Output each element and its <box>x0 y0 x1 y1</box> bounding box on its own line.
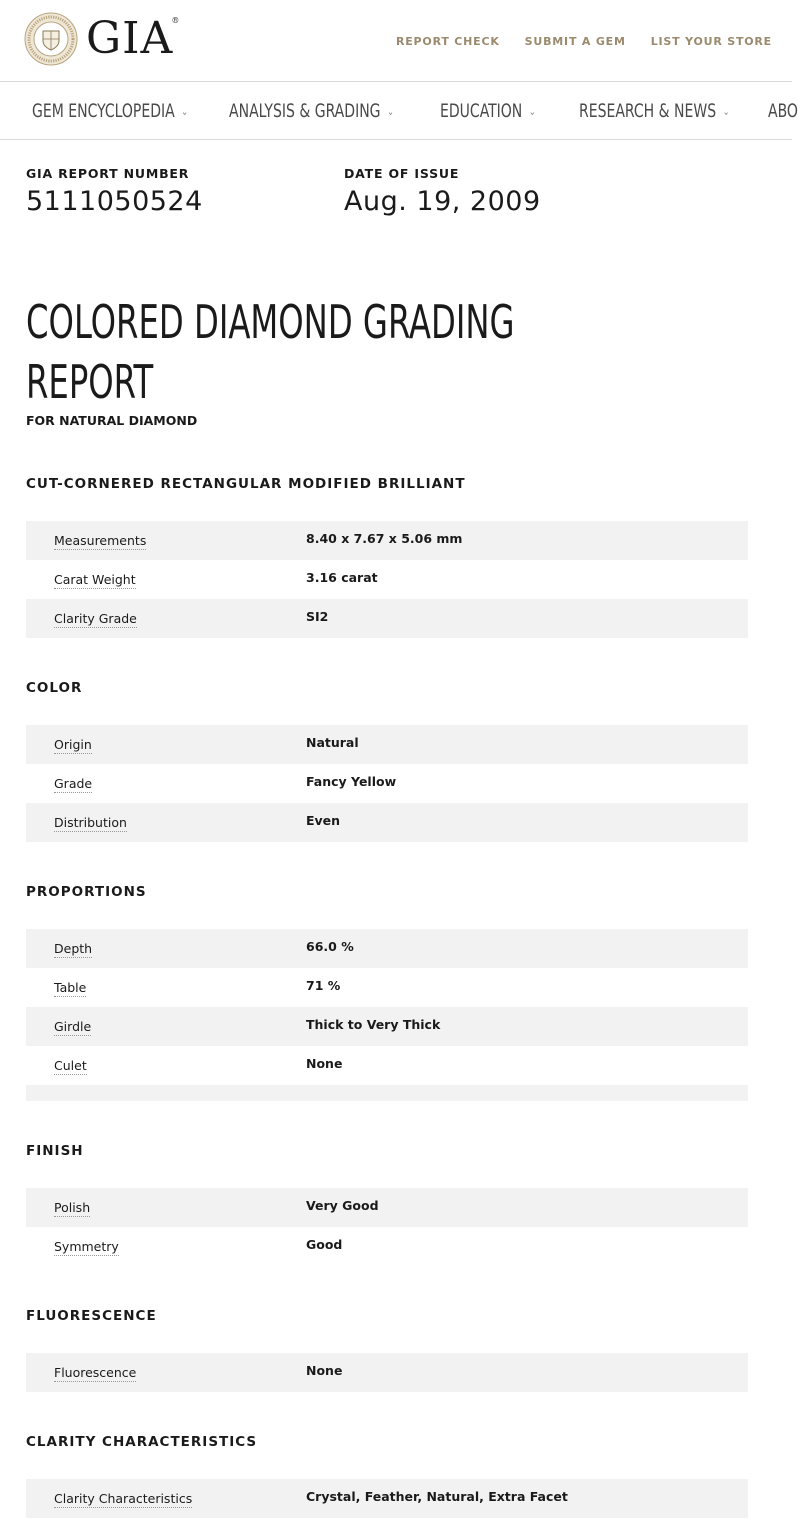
date-of-issue-label: DATE OF ISSUE <box>344 166 460 181</box>
nav-education[interactable] <box>440 100 536 122</box>
carat-weight-label[interactable]: Carat Weight <box>54 572 136 587</box>
gia-logo[interactable] <box>24 12 180 66</box>
nav-analysis-grading[interactable] <box>229 100 394 122</box>
utility-nav <box>396 35 772 48</box>
table-row <box>26 599 748 638</box>
chevron-down-icon: ⌄ <box>387 105 394 118</box>
nav-label: GEM ENCYCLOPEDIA <box>32 100 175 122</box>
symmetry-label[interactable]: Symmetry <box>54 1239 119 1254</box>
table-row <box>26 1007 748 1046</box>
proportions-table <box>26 929 748 1101</box>
site-header <box>0 0 792 82</box>
clarity-characteristics-table <box>26 1479 748 1518</box>
submit-a-gem-link[interactable]: SUBMIT A GEM <box>524 35 626 48</box>
clarity-characteristics-value: Crystal, Feather, Natural, Extra Facet <box>306 1489 568 1504</box>
symmetry-value: Good <box>306 1237 343 1252</box>
report-check-link[interactable]: REPORT CHECK <box>395 35 500 48</box>
main-nav <box>0 82 798 140</box>
list-your-store-link[interactable]: LIST YOUR STORE <box>650 35 772 48</box>
table-row-spacer <box>26 1085 748 1101</box>
table-row <box>26 968 748 1007</box>
table-row <box>26 521 748 560</box>
nav-gem-encyclopedia[interactable] <box>32 100 188 122</box>
finish-table <box>26 1188 748 1266</box>
nav-research-news[interactable] <box>579 100 730 122</box>
report-number-label: GIA REPORT NUMBER <box>26 166 190 181</box>
depth-label[interactable]: Depth <box>54 941 93 956</box>
distribution-value: Even <box>306 813 341 828</box>
table-row <box>26 1227 748 1266</box>
measurements-label[interactable]: Measurements <box>54 533 147 548</box>
nav-label: RESEARCH & NEWS <box>579 100 717 122</box>
fluorescence-label[interactable]: Fluorescence <box>54 1365 137 1380</box>
nav-label: EDUCATION <box>440 100 523 122</box>
logo-wordmark: GIA® <box>86 13 181 64</box>
table-row <box>26 560 748 599</box>
title-line-2: REPORT <box>26 355 154 409</box>
chevron-down-icon: ⌄ <box>181 105 189 118</box>
girdle-label[interactable]: Girdle <box>54 1019 92 1034</box>
section-title-proportions: PROPORTIONS <box>26 884 147 900</box>
chevron-down-icon: ⌄ <box>528 105 536 118</box>
section-title-fluorescence: FLUORESCENCE <box>26 1308 157 1324</box>
measurements-value: 8.40 x 7.67 x 5.06 mm <box>306 531 463 546</box>
clarity-grade-label[interactable]: Clarity Grade <box>54 611 137 626</box>
report-number: 5111050524 <box>26 186 203 217</box>
grade-label[interactable]: Grade <box>54 776 93 791</box>
origin-label[interactable]: Origin <box>54 737 92 752</box>
nav-label: ANALYSIS & GRADING <box>229 100 381 122</box>
girdle-value: Thick to Very Thick <box>306 1017 441 1032</box>
title-line-1: COLORED DIAMOND GRADING <box>26 295 515 349</box>
color-table <box>26 725 748 842</box>
grade-value: Fancy Yellow <box>306 774 397 789</box>
table-value: 71 % <box>306 978 341 993</box>
section-title-finish: FINISH <box>26 1143 84 1159</box>
distribution-label[interactable]: Distribution <box>54 815 127 830</box>
clarity-grade-value: SI2 <box>306 609 329 624</box>
section-title-color: COLOR <box>26 680 83 696</box>
table-row <box>26 929 748 968</box>
clarity-characteristics-label[interactable]: Clarity Characteristics <box>54 1491 193 1506</box>
date-of-issue: Aug. 19, 2009 <box>344 186 541 217</box>
shape-table <box>26 521 748 638</box>
table-row <box>26 725 748 764</box>
culet-label[interactable]: Culet <box>54 1058 87 1073</box>
page-title <box>26 292 515 412</box>
nav-about[interactable] <box>768 100 798 122</box>
table-row <box>26 1046 748 1085</box>
nav-label: ABO <box>768 100 798 122</box>
chevron-down-icon: ⌄ <box>722 105 730 118</box>
polish-label[interactable]: Polish <box>54 1200 91 1215</box>
culet-value: None <box>306 1056 343 1071</box>
section-title-shape: CUT-CORNERED RECTANGULAR MODIFIED BRILLIANT <box>26 476 466 492</box>
carat-weight-value: 3.16 carat <box>306 570 378 585</box>
fluorescence-table <box>26 1353 748 1392</box>
table-row <box>26 1479 748 1518</box>
table-row <box>26 803 748 842</box>
table-row <box>26 1188 748 1227</box>
polish-value: Very Good <box>306 1198 379 1213</box>
depth-value: 66.0 % <box>306 939 354 954</box>
gia-seal-icon <box>24 12 78 66</box>
origin-value: Natural <box>306 735 359 750</box>
table-row <box>26 764 748 803</box>
section-title-clarity-characteristics: CLARITY CHARACTERISTICS <box>26 1434 258 1450</box>
table-label[interactable]: Table <box>54 980 87 995</box>
fluorescence-value: None <box>306 1363 343 1378</box>
page-subtitle: FOR NATURAL DIAMOND <box>26 413 198 428</box>
table-row <box>26 1353 748 1392</box>
